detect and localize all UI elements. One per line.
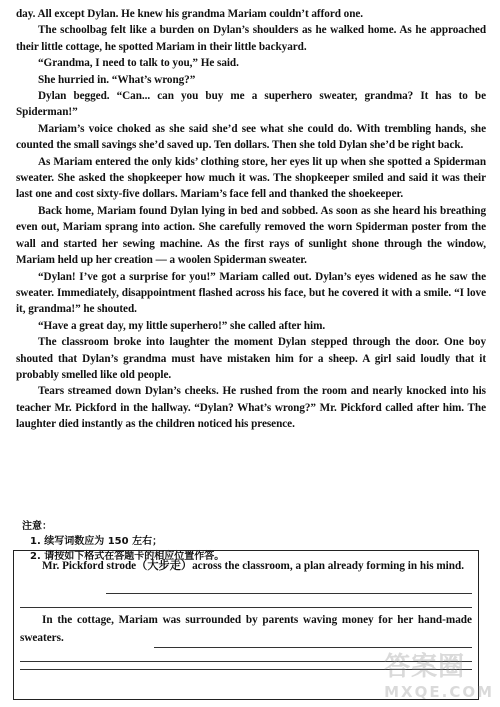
story-paragraph: As Mariam entered the only kids’ clothing store, her eyes lit up when she spotted a Spiderman sweater. She asked the shopkeeper how much it was. The shopkeeper smiled and said it was their last one and cost sixty-five dollars. Mariam’s face fell and thanked the shoekeeper. [16, 155, 486, 201]
story-paragraph: day. All except Dylan. He knew his grandma Mariam couldn’t afford one. [16, 8, 364, 20]
story-paragraph: The schoolbag felt like a burden on Dylan’s shoulders as he walked home. As he approached their little cottage, he spotted Mariam in their little backyard. [16, 24, 486, 53]
story-paragraph: “Have a great day, my little superhero!” she called after him. [38, 319, 326, 332]
story-paragraph: Tears streamed down Dylan’s cheeks. He rushed from the room and nearly knocked into his teacher Mr. Pickford in the hallway. “Dylan? What’s wrong?” Mr. Pickford called after him. The laughter died instantly as the children noticed his presence. [16, 385, 486, 431]
watermark-main: 答案圈 [384, 652, 466, 682]
writing-line[interactable] [106, 593, 472, 594]
continuation-prompt-2: In the cottage, Mariam was surrounded by parents waving money for her hand-made sweaters. [20, 614, 472, 644]
writing-line[interactable] [20, 607, 472, 608]
story-text [16, 6, 486, 433]
story-paragraph: She hurried in. “What’s wrong?” [38, 73, 196, 86]
story-paragraph: “Grandma, I need to talk to you,” He said. [38, 57, 239, 70]
continuation-prompt-1: Mr. Pickford strode（大步走）across the classroom, a plan already forming in his mind. [42, 560, 465, 572]
story-paragraph: The classroom broke into laughter the moment Dylan stepped through the door. One boy shouted that Dylan’s grandma must have mistaken him for a sheep. A girl said loudly that it probably smelled like old people. [16, 336, 486, 381]
instruction-item: 1. 续写词数应为 150 左右； [30, 536, 163, 547]
story-paragraph: Back home, Mariam found Dylan lying in bed and sobbed. As soon as she heard his breathing even out, Mariam sprang into action. She carefully removed the worn Spiderman poster from the wall and started her sewing machine. As the first rays of sunlight shone through the window, Mariam held up her creation — a woolen Spiderman sweater. [16, 204, 486, 267]
instructions-heading: 注意： [22, 521, 52, 532]
story-paragraph: Dylan begged. “Can... can you buy me a superhero sweater, grandma? It has to be Spiderman!” [16, 90, 486, 119]
story-paragraph: Mariam’s voice choked as she said she’d see what she could do. With trembling hands, she counted the small savings she’d saved up. Ten dollars. Then she told Dylan she’d be right back. [16, 122, 486, 152]
instruction-item: 2. 请按如下格式在答题卡的相应位置作答。 [30, 551, 225, 562]
watermark-logo [384, 646, 494, 701]
watermark-sub: MXQE.COM [384, 683, 494, 701]
story-paragraph: “Dylan! I’ve got a surprise for you!” Mariam called out. Dylan’s eyes widened as he saw the sweater. Immediately, disappointment flashed across his face, but he covered it with a smile. “I love it, grandma!” he shouted. [16, 270, 486, 316]
